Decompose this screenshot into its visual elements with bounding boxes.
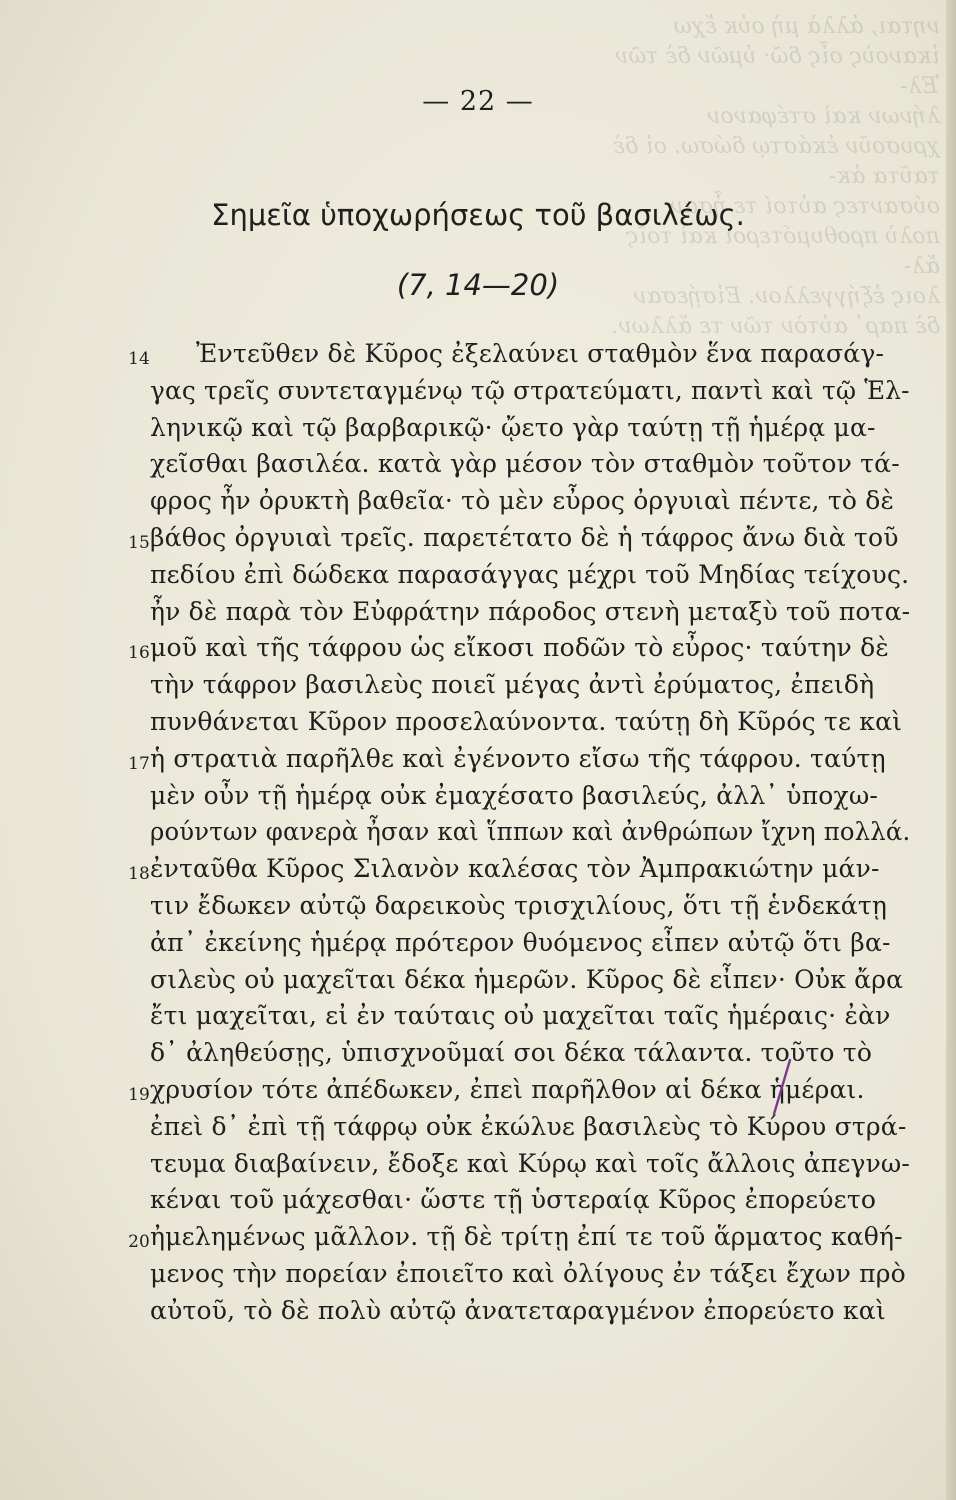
text-line: πυνθάνεται Κῦρον προσελαύνοντα. ταύτῃ δὴ Κῦρός τε καὶ (150, 707, 903, 736)
text-line: μενος τὴν πορείαν ἐποιεῖτο καὶ ὀλίγους ἐν τάξει ἔχων πρὸ (150, 1259, 906, 1288)
section-heading: Σημεῖα ὑποχωρήσεως τοῦ βασιλέως. (211, 198, 745, 232)
paragraph-number: 16 (128, 643, 150, 664)
text-line: φρος ἦν ὀρυκτὴ βαθεῖα· τὸ μὲν εὖρος ὀργυιαὶ πέντε, τὸ δὲ (150, 486, 895, 516)
paragraph-number: 14 (128, 349, 150, 369)
paragraph-number: 20 (128, 1232, 150, 1253)
text-line: γας τρεῖς συντεταγμένῳ τῷ στρατεύματι, παντὶ καὶ τῷ Ἑλ- (150, 375, 910, 405)
text-line: τιν ἔδωκεν αὐτῷ δαρεικοὺς τρισχιλίους, ὅτι τῇ ἑνδεκάτῃ (150, 891, 888, 920)
text-line: κέναι τοῦ μάχεσθαι· ὥστε τῇ ὑστεραίᾳ Κῦρος ἐπορεύετο (150, 1185, 877, 1215)
text-line: ληνικῷ καὶ τῷ βαρβαρικῷ· ᾤετο γὰρ ταύτῃ τῇ ἡμέρᾳ μα- (150, 412, 876, 442)
text-line: χεῖσθαι βασιλέα. κατὰ γὰρ μέσον τὸν σταθμὸν τοῦτον τά- (150, 449, 900, 479)
bleed-line: λοις ἐξήγγελλον. Εἰσῄεσαν δὲ παρ᾽ αὐτὸν τῶν τε ἄλλων. (611, 284, 940, 339)
text-line: βάθος ὀργυιαὶ τρεῖς. παρετέτατο δὲ ἡ τάφρος ἄνω διὰ τοῦ (150, 523, 899, 552)
paragraph-number: 15 (128, 533, 150, 553)
text-line: τὴν τάφρον βασιλεὺς ποιεῖ μέγας ἀντὶ ἐρύματος, ἐπειδὴ (150, 670, 875, 700)
text-line: χρυσίον τότε ἀπέδωκεν, ἐπεὶ παρῆλθον αἱ δέκα ἡμέραι. (150, 1075, 865, 1104)
paragraph-number: 18 (128, 864, 150, 885)
paragraph-number: 17 (128, 753, 150, 774)
text-line: ἦν δὲ παρὰ τὸν Εὐφράτην πάροδος στενὴ μεταξὺ τοῦ ποτα- (150, 596, 911, 626)
page-number: — 22 — (422, 86, 534, 117)
text-line: σιλεὺς οὐ μαχεῖται δέκα ἡμερῶν. Κῦρος δὲ εἶπεν· Οὐκ ἄρα (150, 964, 904, 994)
text-line: τευμα διαβαίνειν, ἔδοξε καὶ Κύρῳ καὶ τοῖς ἄλλοις ἀπεγνω- (150, 1148, 911, 1178)
text-line: Ἐντεῦθεν δὲ Κῦρος ἐξελαύνει σταθμὸν ἕνα παρασάγ- (196, 339, 885, 368)
text-line: αὐτοῦ, τὸ δὲ πολὺ αὐτῷ ἀνατεταραγμένον ἐπορεύετο καὶ (150, 1295, 886, 1325)
text-line: ἐπεὶ δ᾽ ἐπὶ τῇ τάφρῳ οὐκ ἐκώλυε βασιλεὺς τὸ Κύρου στρά- (150, 1111, 907, 1141)
text-line: δ᾽ ἀληθεύσῃς, ὑπισχνοῦμαί σοι δέκα τάλαντα. τοῦτο τὸ (150, 1038, 873, 1068)
bleed-line: λήνων καὶ στέφανον χρυσοῦν ἑκάστῳ δώσω. οἱ δὲ ταῦτα ἀκ- (613, 104, 940, 189)
text-line: μὲν οὖν τῇ ἡμέρᾳ οὐκ ἐμαχέσατο βασιλεύς, ἀλλ᾽ ὑποχω- (150, 780, 879, 810)
passage-reference: (7, 14—20) (396, 268, 560, 302)
text-line: πεδίου ἐπὶ δώδεκα παρασάγγας μέχρι τοῦ Μηδίας τείχους. (150, 559, 910, 589)
text-line: ἠμελημένως μᾶλλον. τῇ δὲ τρίτῃ ἐπί τε τοῦ ἅρματος καθή- (150, 1222, 903, 1252)
text-line: ἔτι μαχεῖται, εἰ ἐν ταύταις οὐ μαχεῖται ταῖς ἡμέραις· ἐὰν (150, 1001, 891, 1031)
pencil-mark-icon (768, 1058, 796, 1116)
text-line: ἡ στρατιὰ παρῆλθε καὶ ἐγένοντο εἴσω τῆς τάφρου. ταύτῃ (150, 743, 886, 773)
bleed-line: ούσαντες αὐτοί τε ἦσαν πολὺ προθυμότεροι καὶ τοῖς ἄλ- (626, 194, 940, 279)
text-line: ἐνταῦθα Κῦρος Σιλανὸν καλέσας τὸν Ἀμπρακιώτην μάν- (150, 854, 880, 884)
text-line: ρούντων φανερὰ ἦσαν καὶ ἵππων καὶ ἀνθρώπων ἴχνη πολλά. (150, 817, 911, 847)
text-line: μοῦ καὶ τῆς τάφρου ὡς εἴκοσι ποδῶν τὸ εὖρος· ταύτην δὲ (150, 633, 889, 663)
text-line: ἀπ᾽ ἐκείνης ἡμέρᾳ πρότερον θυόμενος εἶπεν αὐτῷ ὅτι βα- (150, 927, 891, 957)
bleed-line: νηται, ἀλλὰ μὴ οὐκ ἔχω ἱκανοὺς οἷς δῶ· ὑμῶν δὲ τῶν Ἑλ- (614, 14, 940, 99)
paragraph-number: 19 (128, 1085, 150, 1105)
